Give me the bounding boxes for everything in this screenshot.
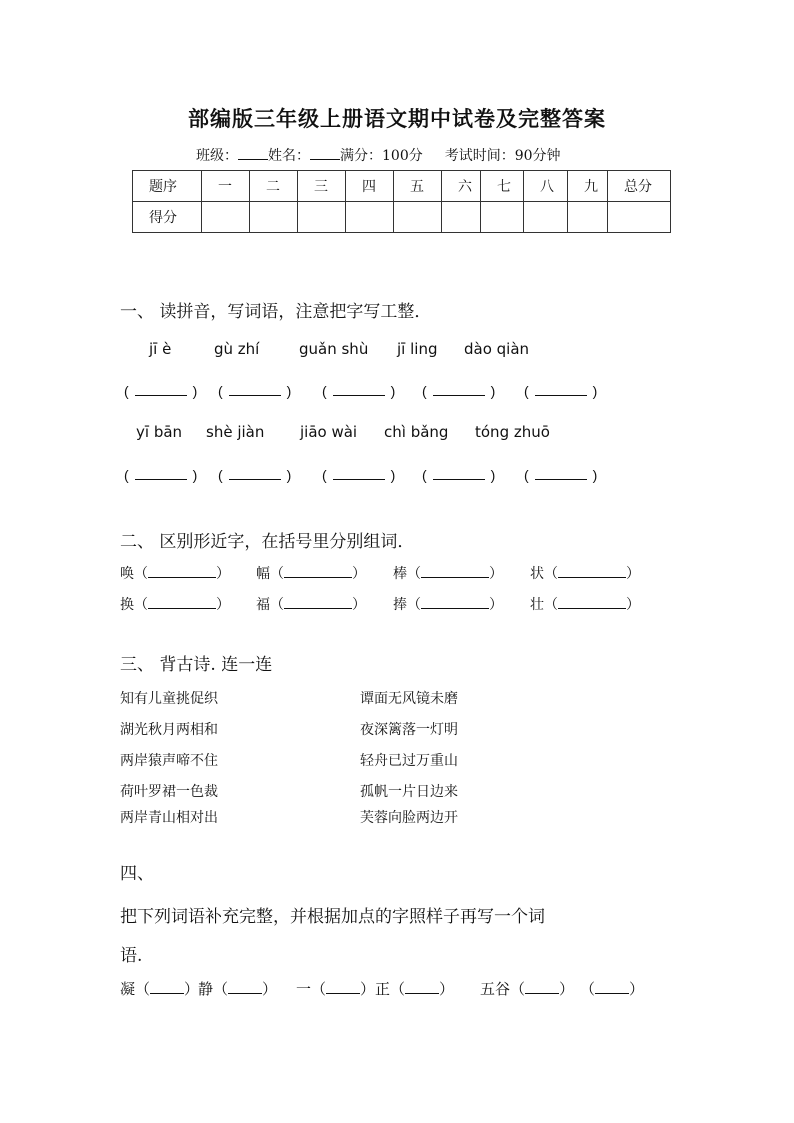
page-title: 部编版三年级上册语文期中试卷及完整答案: [188, 106, 606, 131]
word-group-item[interactable]: 状（ ）: [530, 566, 640, 582]
word-group-item[interactable]: 唤（ ）: [120, 566, 230, 582]
answer-blank[interactable]: ( ): [322, 467, 396, 483]
word-group-item[interactable]: 壮（ ）: [530, 597, 640, 613]
header-cell: 一: [202, 171, 250, 202]
header-cell: 八: [524, 171, 568, 202]
pinyin-item: jī ling: [397, 340, 438, 358]
poem-line-left[interactable]: 湖光秋月两相和: [120, 722, 218, 738]
answer-blank[interactable]: ( ): [218, 467, 292, 483]
poem-line-left[interactable]: 知有儿童挑促织: [120, 691, 218, 707]
header-cell: 五: [394, 171, 442, 202]
header-cell: 题序: [133, 171, 202, 202]
poem-line-left[interactable]: 荷叶罗裙一色裁: [120, 784, 218, 800]
header-cell: 三: [298, 171, 346, 202]
answer-blank[interactable]: ( ): [322, 383, 396, 399]
header-cell: 七: [481, 171, 524, 202]
header-cell: 六: [442, 171, 481, 202]
answer-blank[interactable]: ( ): [124, 383, 198, 399]
exam-time: 考试时间：90分钟: [444, 148, 561, 164]
name-label: 姓名：: [268, 148, 310, 164]
score-table-header-row: [133, 171, 671, 202]
fill-blank-item[interactable]: 五谷（ ）: [480, 980, 575, 998]
section-4-instruction: 把下列词语补充完整，并根据加点的字照样子再写一个词: [120, 907, 545, 927]
row-label: 得分: [133, 202, 202, 233]
poem-line-right[interactable]: 夜深篱落一灯明: [360, 722, 458, 738]
score-cell[interactable]: [481, 202, 524, 233]
word-group-item[interactable]: 换（ ）: [120, 597, 230, 613]
fill-blank-item[interactable]: （ ）: [580, 980, 645, 998]
answer-blank[interactable]: ( ): [524, 467, 598, 483]
fill-blank-item[interactable]: 凝（ ）: [120, 980, 200, 998]
pinyin-item: guǎn shù: [299, 340, 369, 358]
word-group-item[interactable]: 福（ ）: [256, 597, 366, 613]
pinyin-item: chì bǎng: [384, 423, 449, 441]
full-score: 满分：100分: [340, 148, 423, 164]
score-cell[interactable]: [608, 202, 671, 233]
pinyin-item: jiāo wài: [300, 423, 358, 441]
answer-blank[interactable]: ( ): [524, 383, 598, 399]
class-label: 班级：: [196, 148, 238, 164]
section-4-instruction-cont: 语.: [120, 946, 143, 966]
class-blank[interactable]: [238, 147, 268, 160]
score-cell[interactable]: [250, 202, 298, 233]
answer-blank[interactable]: ( ): [422, 383, 496, 399]
poem-line-right[interactable]: 轻舟已过万重山: [360, 753, 458, 769]
pinyin-item: yī bān: [136, 423, 183, 441]
score-table: [132, 170, 671, 233]
pinyin-item: tóng zhuō: [475, 423, 550, 441]
pinyin-item: gù zhí: [214, 340, 260, 358]
score-cell[interactable]: [346, 202, 394, 233]
fill-blank-item[interactable]: 静（ ）: [198, 980, 278, 998]
section-3-heading: 三、 背古诗. 连一连: [120, 655, 273, 675]
poem-line-left[interactable]: 两岸猿声啼不住: [120, 753, 218, 769]
fill-blank-item[interactable]: 正（ ）: [375, 980, 455, 998]
poem-line-right[interactable]: 孤帆一片日边来: [360, 784, 458, 800]
pinyin-item: dào qiàn: [464, 340, 530, 358]
score-cell[interactable]: [202, 202, 250, 233]
exam-info-line: [196, 145, 561, 165]
pinyin-item: jī è: [149, 340, 172, 358]
score-cell[interactable]: [442, 202, 481, 233]
name-blank[interactable]: [310, 147, 340, 160]
poem-line-right[interactable]: 谭面无风镜未磨: [360, 691, 458, 707]
header-cell: 九: [568, 171, 608, 202]
word-group-item[interactable]: 幅（ ）: [256, 566, 366, 582]
score-cell[interactable]: [298, 202, 346, 233]
poem-line-right[interactable]: 芙蓉向脸两边开: [360, 810, 458, 826]
pinyin-item: shè jiàn: [206, 423, 265, 441]
fill-blank-item[interactable]: 一（ ）: [296, 980, 376, 998]
header-cell: 二: [250, 171, 298, 202]
header-cell: 四: [346, 171, 394, 202]
section-4-heading: 四、: [120, 864, 154, 884]
score-cell[interactable]: [568, 202, 608, 233]
section-1-heading: 一、 读拼音，写词语，注意把字写工整．: [120, 302, 432, 322]
answer-blank[interactable]: ( ): [218, 383, 292, 399]
header-cell: 总分: [608, 171, 671, 202]
section-2-heading: 二、 区别形近字，在括号里分别组词．: [120, 532, 415, 552]
poem-line-left[interactable]: 两岸青山相对出: [120, 810, 218, 826]
answer-blank[interactable]: ( ): [124, 467, 198, 483]
word-group-item[interactable]: 捧（ ）: [393, 597, 503, 613]
answer-blank[interactable]: ( ): [422, 467, 496, 483]
score-table-score-row: [133, 202, 671, 233]
score-cell[interactable]: [524, 202, 568, 233]
word-group-item[interactable]: 棒（ ）: [393, 566, 503, 582]
score-cell[interactable]: [394, 202, 442, 233]
